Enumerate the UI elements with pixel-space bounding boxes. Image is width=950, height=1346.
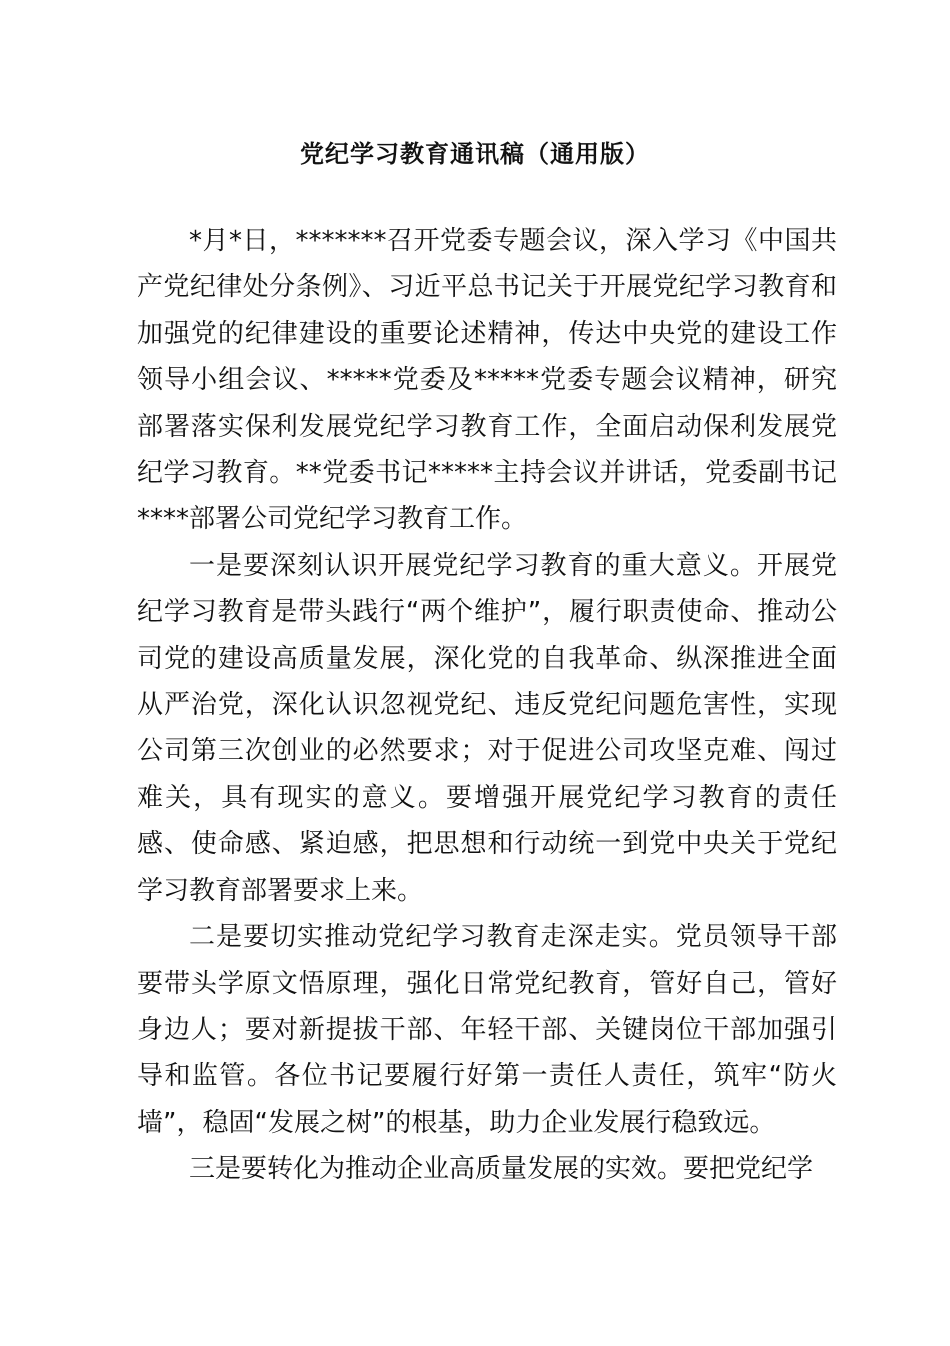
document-title: 党纪学习教育通讯稿（通用版）	[300, 140, 650, 168]
paragraph-point-one: 一是要深刻认识开展党纪学习教育的重大意义。开展党纪学习教育是带头践行“两个维护”，履行职责使命、推动公司党的建设高质量发展，深化党的自我革命、纵深推进全面从严治党，深化认识忽视党纪、违反党纪问题危害性，实现公司第三次创业的必然要求；对于促进公司攻坚克难、闯过难关，具有现实的意义。要增强开展党纪学习教育的责任感、使命感、紧迫感，把思想和行动统一到党中央关于党纪学习教育部署要求上来。	[137, 550, 837, 906]
paragraph-point-two: 二是要切实推动党纪学习教育走深走实。党员领导干部要带头学原文悟原理，强化日常党纪教育，管好自己，管好身边人；要对新提拔干部、年轻干部、关键岗位干部加强引导和监管。各位书记要履行好第一责任人责任，筑牢“防火墙”，稳固“发展之树”的根基，助力企业发展行稳致远。	[137, 922, 837, 1138]
paragraph-point-three: 三是要转化为推动企业高质量发展的实效。要把党纪学	[189, 1154, 814, 1185]
document-body	[137, 218, 837, 1193]
paragraph-intro: *月*日，*******召开党委专题会议，深入学习《中国共产党纪律处分条例》、习近平总书记关于开展党纪学习教育和加强党的纪律建设的重要论述精神，传达中央党的建设工作领导小组会议、*****党委及*****党委专题会议精神，研究部署落实保利发展党纪学习教育工作，全面启动保利发展党纪学习教育。**党委书记*****主持会议并讲话，党委副书记****部署公司党纪学习教育工作。	[137, 226, 837, 535]
